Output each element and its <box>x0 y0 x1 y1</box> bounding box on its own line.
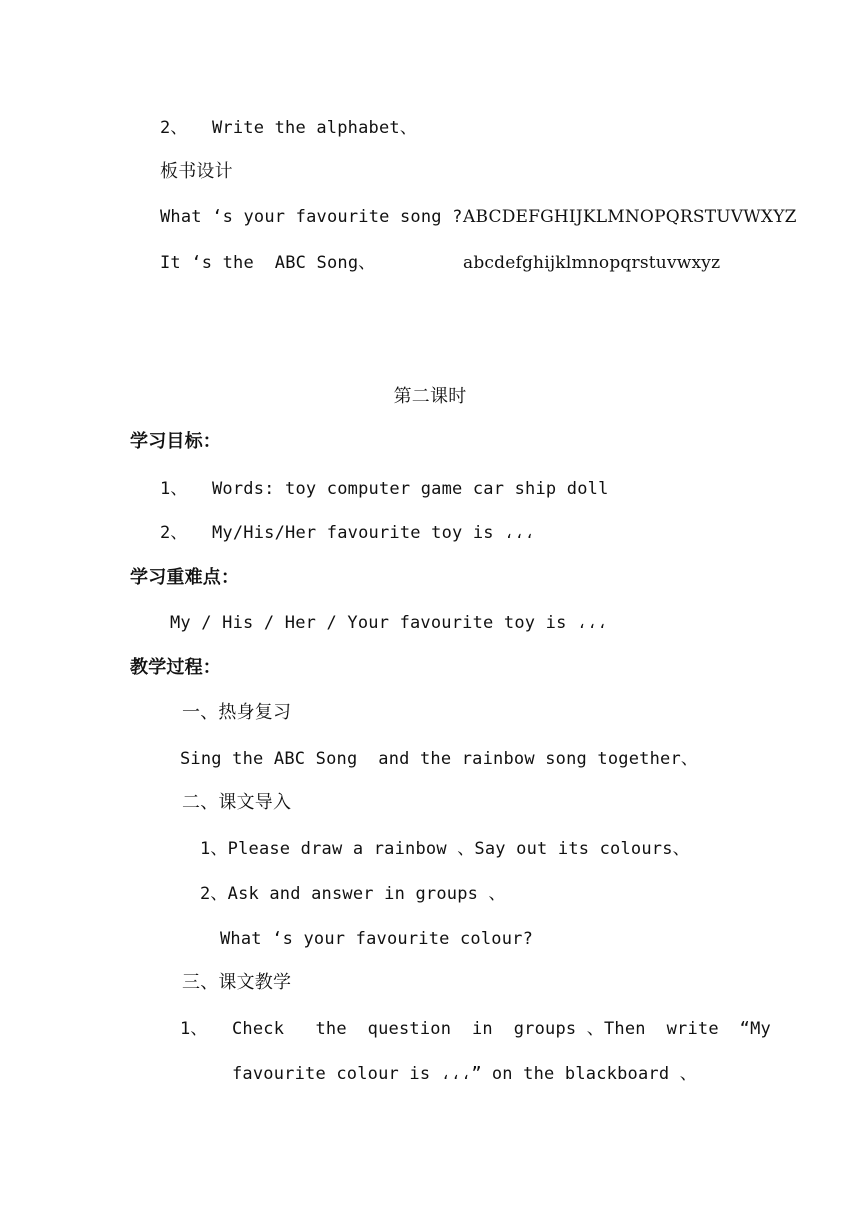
process-heading: 教学过程： <box>130 657 221 678</box>
board-line-2-lowercase-alphabet: abcdefghijklmnopqrstuvwxyz <box>463 253 721 273</box>
objective-1-text: Words: toy computer game car ship doll <box>212 479 609 499</box>
teaching-item-1-number: 1、 <box>180 1019 208 1039</box>
board-line-2-answer: It ‘s the ABC Song、 <box>160 253 376 273</box>
teaching-heading: 三、课文教学 <box>182 972 292 993</box>
lesson-title: 第二课时 <box>393 386 467 407</box>
intro-item-1: 1、Please draw a rainbow 、Say out its colours、 <box>200 839 690 859</box>
intro-heading: 二、课文导入 <box>182 792 292 813</box>
intro-item-2-question: What ‘s your favourite colour? <box>220 929 534 949</box>
objective-1-number: 1、 <box>160 479 188 499</box>
objective-2-number: 2、 <box>160 523 188 543</box>
step-2-text: Write the alphabet、 <box>212 118 418 138</box>
key-points-heading: 学习重难点： <box>130 567 240 588</box>
teaching-item-1-continuation: favourite colour is ،،،” on the blackboard 、 <box>232 1064 697 1084</box>
board-line-1-uppercase-alphabet: ABCDEFGHIJKLMNOPQRSTUVWXYZ <box>463 207 797 227</box>
step-2-number: 2、 <box>160 118 188 138</box>
teaching-item-1-text: Check the question in groups 、Then write “My <box>232 1019 771 1039</box>
board-design-title: 板书设计 <box>160 161 233 182</box>
key-points-text: My / His / Her / Your favourite toy is ،،، <box>170 613 608 633</box>
warmup-text: Sing the ABC Song and the rainbow song together、 <box>180 749 699 769</box>
board-line-1-question: What ‘s your favourite song ? <box>160 207 463 227</box>
warmup-heading: 一、热身复习 <box>182 702 292 723</box>
intro-item-2: 2、Ask and answer in groups 、 <box>200 884 506 904</box>
objectives-heading: 学习目标： <box>130 431 221 452</box>
objective-2-text: My/His/Her favourite toy is ،،، <box>212 523 535 543</box>
